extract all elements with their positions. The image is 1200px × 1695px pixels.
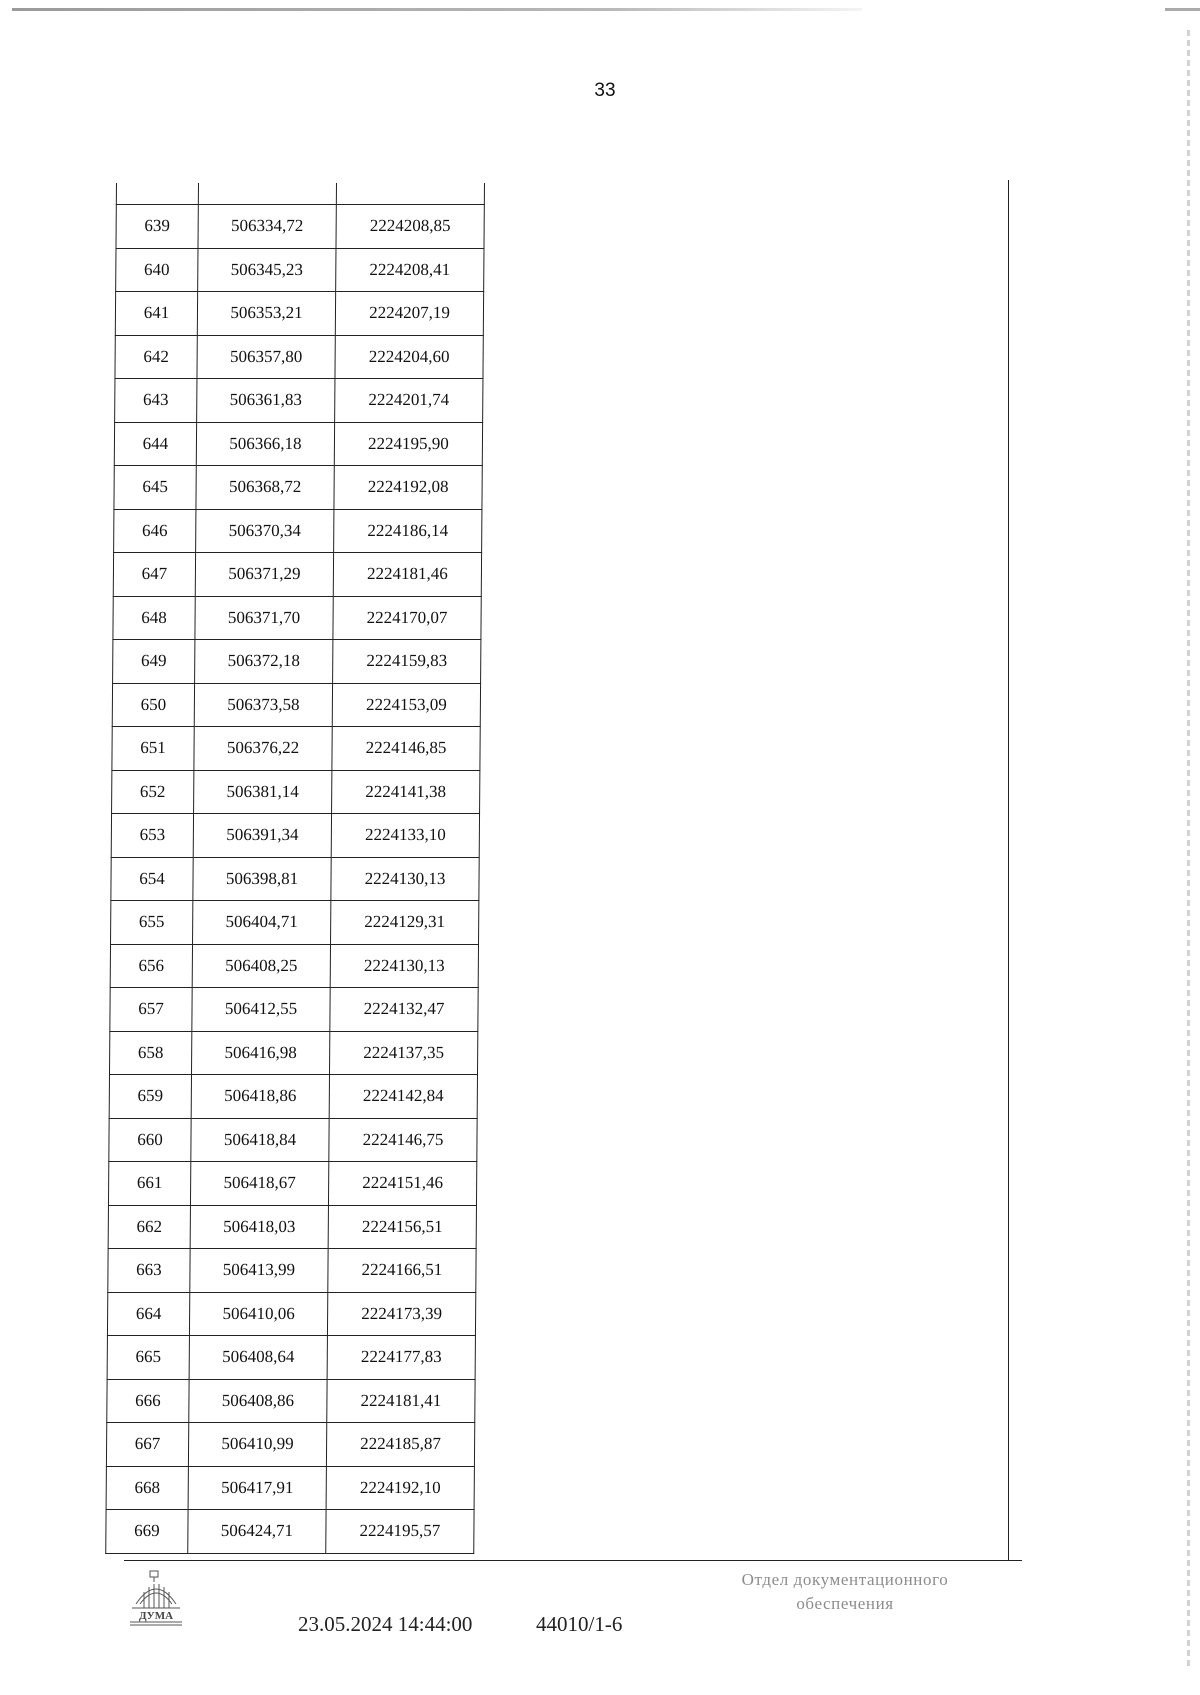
y-coordinate-cell: 2224130,13	[330, 944, 478, 988]
y-coordinate-cell: 2224195,57	[326, 1510, 474, 1554]
table-row	[106, 1423, 474, 1467]
point-number-cell: 664	[107, 1292, 189, 1336]
table-row	[113, 553, 481, 597]
table-row	[108, 1162, 476, 1206]
y-coordinate-cell: 2224146,75	[329, 1118, 477, 1162]
point-number-cell: 660	[109, 1118, 191, 1162]
table-row	[114, 509, 482, 553]
coordinates-table	[105, 183, 485, 1554]
x-coordinate-cell: 506370,34	[196, 509, 334, 553]
table-row	[113, 596, 481, 640]
table-row	[109, 1031, 477, 1075]
point-number-cell: 647	[113, 553, 195, 597]
point-number-cell: 665	[107, 1336, 189, 1380]
table-row	[116, 248, 484, 292]
x-coordinate-cell: 506376,22	[194, 727, 332, 771]
point-number-cell: 658	[109, 1031, 191, 1075]
x-coordinate-cell: 506408,86	[189, 1379, 327, 1423]
x-coordinate-cell: 506391,34	[193, 814, 331, 858]
x-coordinate-cell: 506408,25	[192, 944, 330, 988]
point-number-cell: 653	[111, 814, 193, 858]
point-number-cell: 650	[112, 683, 194, 727]
y-coordinate-cell: 2224195,90	[334, 422, 482, 466]
x-coordinate-cell: 506418,84	[191, 1118, 329, 1162]
table-row	[112, 683, 480, 727]
x-coordinate-cell: 506418,03	[190, 1205, 328, 1249]
x-coordinate-cell: 506410,99	[188, 1423, 326, 1467]
y-coordinate-cell: 2224130,13	[331, 857, 479, 901]
emblem-text: ДУМА	[138, 1610, 174, 1622]
y-coordinate-cell: 2224166,51	[328, 1249, 476, 1293]
department-stamp-line2: обеспечения	[796, 1594, 894, 1613]
y-coordinate-cell: 2224207,19	[335, 292, 483, 336]
point-number-cell: 641	[115, 292, 197, 336]
table-row	[116, 205, 484, 249]
point-number-cell: 649	[113, 640, 195, 684]
point-number-cell: 640	[116, 248, 198, 292]
y-coordinate-cell: 2224208,41	[336, 248, 484, 292]
table-row	[109, 1075, 477, 1119]
table-row	[111, 901, 479, 945]
point-number-cell: 642	[115, 335, 197, 379]
x-coordinate-cell: 506408,64	[189, 1336, 327, 1380]
point-number-cell: 659	[109, 1075, 191, 1119]
point-number-cell: 661	[108, 1162, 190, 1206]
x-coordinate-cell: 506404,71	[193, 901, 331, 945]
point-number-cell: 643	[115, 379, 197, 423]
y-coordinate-cell: 2224204,60	[335, 335, 483, 379]
point-number-cell: 644	[114, 422, 196, 466]
y-coordinate-cell: 2224177,83	[327, 1336, 475, 1380]
x-coordinate-cell: 506424,71	[188, 1510, 326, 1554]
x-coordinate-cell: 506353,21	[197, 292, 335, 336]
point-number-cell: 652	[112, 770, 194, 814]
y-coordinate-cell: 2224156,51	[328, 1205, 476, 1249]
x-coordinate-cell: 506418,86	[191, 1075, 329, 1119]
x-coordinate-cell: 506366,18	[196, 422, 334, 466]
scan-edge-top-right	[1165, 8, 1200, 11]
coordinates-table-wrapper	[105, 183, 484, 1554]
table-row	[106, 1510, 474, 1554]
page-number: 33	[594, 80, 616, 101]
y-coordinate-cell: 2224142,84	[329, 1075, 477, 1119]
table-row	[106, 1466, 474, 1510]
x-coordinate-cell: 506368,72	[196, 466, 334, 510]
y-coordinate-cell: 2224201,74	[335, 379, 483, 423]
point-number-cell: 656	[110, 944, 192, 988]
table-row	[108, 1205, 476, 1249]
footer-document-code: 44010/1-6	[536, 1612, 623, 1636]
x-coordinate-cell: 506361,83	[197, 379, 335, 423]
point-number-cell: 668	[106, 1466, 188, 1510]
point-number-cell: 667	[106, 1423, 188, 1467]
y-coordinate-cell: 2224159,83	[333, 640, 481, 684]
x-coordinate-cell: 506372,18	[195, 640, 333, 684]
y-coordinate-cell: 2224133,10	[331, 814, 479, 858]
table-row	[114, 422, 482, 466]
table-cell	[116, 183, 198, 205]
x-coordinate-cell: 506373,58	[194, 683, 332, 727]
x-coordinate-cell: 506410,06	[189, 1292, 327, 1336]
table-continuation-row	[116, 183, 484, 205]
y-coordinate-cell: 2224185,87	[326, 1423, 474, 1467]
table-row	[112, 770, 480, 814]
table-row	[113, 640, 481, 684]
x-coordinate-cell: 506381,14	[194, 770, 332, 814]
department-stamp-line1: Отдел документационного	[741, 1570, 949, 1589]
x-coordinate-cell: 506418,67	[190, 1162, 328, 1206]
point-number-cell: 639	[116, 205, 198, 249]
duma-emblem-icon	[128, 1570, 184, 1628]
x-coordinate-cell: 506416,98	[191, 1031, 329, 1075]
y-coordinate-cell: 2224186,14	[334, 509, 482, 553]
point-number-cell: 645	[114, 466, 196, 510]
y-coordinate-cell: 2224146,85	[332, 727, 480, 771]
y-coordinate-cell: 2224173,39	[327, 1292, 475, 1336]
point-number-cell: 655	[111, 901, 193, 945]
x-coordinate-cell: 506371,29	[195, 553, 333, 597]
table-row	[107, 1292, 475, 1336]
y-coordinate-cell: 2224192,10	[326, 1466, 474, 1510]
y-coordinate-cell: 2224208,85	[336, 205, 484, 249]
point-number-cell: 654	[111, 857, 193, 901]
scan-edge-right	[1187, 30, 1190, 1670]
point-number-cell: 646	[114, 509, 196, 553]
table-row	[108, 1249, 476, 1293]
y-coordinate-cell: 2224141,38	[332, 770, 480, 814]
table-cell	[336, 183, 484, 205]
frame-right-border	[1008, 180, 1009, 1561]
table-row	[112, 727, 480, 771]
footer-datetime: 23.05.2024 14:44:00	[298, 1612, 473, 1636]
x-coordinate-cell: 506398,81	[193, 857, 331, 901]
table-cell	[198, 183, 336, 205]
x-coordinate-cell: 506357,80	[197, 335, 335, 379]
y-coordinate-cell: 2224129,31	[331, 901, 479, 945]
y-coordinate-cell: 2224192,08	[334, 466, 482, 510]
point-number-cell: 662	[108, 1205, 190, 1249]
y-coordinate-cell: 2224132,47	[330, 988, 478, 1032]
scan-edge-top	[12, 8, 862, 11]
table-row	[111, 814, 479, 858]
table-row	[115, 292, 483, 336]
table-row	[107, 1379, 475, 1423]
y-coordinate-cell: 2224153,09	[332, 683, 480, 727]
y-coordinate-cell: 2224170,07	[333, 596, 481, 640]
x-coordinate-cell: 506334,72	[198, 205, 336, 249]
point-number-cell: 657	[110, 988, 192, 1032]
x-coordinate-cell: 506345,23	[198, 248, 336, 292]
table-row	[110, 944, 478, 988]
point-number-cell: 648	[113, 596, 195, 640]
x-coordinate-cell: 506413,99	[190, 1249, 328, 1293]
y-coordinate-cell: 2224181,46	[333, 553, 481, 597]
table-row	[111, 857, 479, 901]
table-row	[107, 1336, 475, 1380]
table-row	[115, 379, 483, 423]
table-row	[110, 988, 478, 1032]
x-coordinate-cell: 506417,91	[188, 1466, 326, 1510]
y-coordinate-cell: 2224151,46	[328, 1162, 476, 1206]
coordinates-table-body	[106, 183, 485, 1553]
point-number-cell: 663	[108, 1249, 190, 1293]
point-number-cell: 651	[112, 727, 194, 771]
y-coordinate-cell: 2224137,35	[329, 1031, 477, 1075]
y-coordinate-cell: 2224181,41	[327, 1379, 475, 1423]
table-row	[109, 1118, 477, 1162]
department-stamp	[690, 1568, 1000, 1616]
x-coordinate-cell: 506371,70	[195, 596, 333, 640]
point-number-cell: 669	[106, 1510, 188, 1554]
x-coordinate-cell: 506412,55	[192, 988, 330, 1032]
table-row	[114, 466, 482, 510]
table-row	[115, 335, 483, 379]
point-number-cell: 666	[107, 1379, 189, 1423]
frame-bottom-border	[124, 1560, 1022, 1561]
